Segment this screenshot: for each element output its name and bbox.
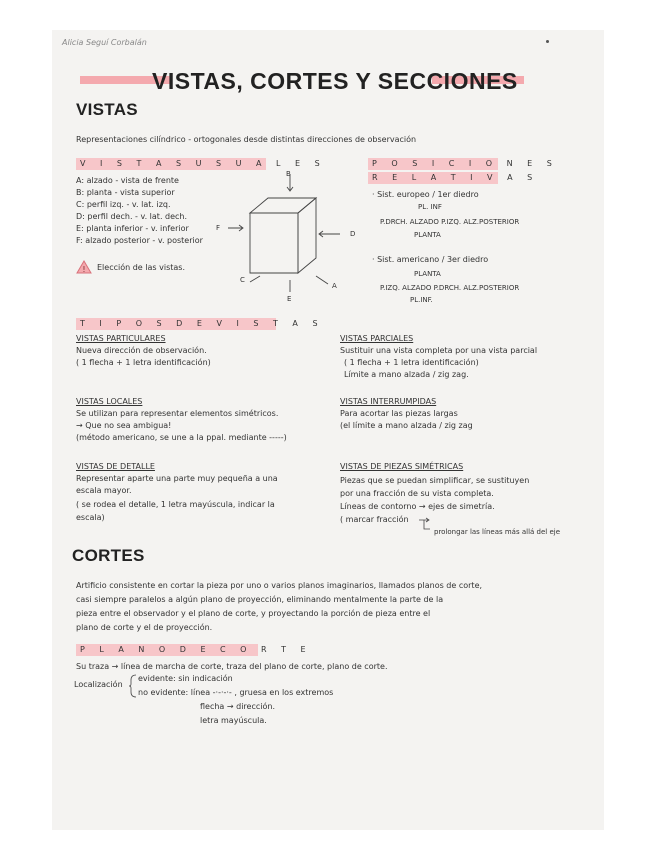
cube-label-b: B (286, 170, 291, 178)
detalle-line: ( se rodea el detalle, 1 letra mayúscula, indicar la (76, 500, 275, 509)
cube-label-f: F (216, 224, 221, 232)
author-name: Alicia Seguí Corbalán (62, 38, 147, 47)
notebook-page (52, 30, 604, 830)
europeo-line2: P.DRCH. ALZADO P.IZQ. ALZ.POSTERIOR (380, 218, 520, 226)
parciales-line: Límite a mano alzada / zig zag. (344, 370, 469, 379)
americano-line2: P.IZQ. ALZADO P.DRCH. ALZ.POSTERIOR (380, 284, 520, 292)
page-mark (546, 40, 549, 43)
no-evidente-item: no evidente: línea -·-·-·- , gruesa en los extremos (138, 688, 334, 697)
locales-line: (método americano, se une a la ppal. mediante -----) (76, 433, 287, 442)
cube-label-e: E (287, 295, 292, 303)
interrumpidas-line: (el límite a mano alzada / zig zag (340, 421, 473, 430)
europeo-label: · Sist. europeo / 1er diedro (372, 190, 479, 199)
vistas-definition: Representaciones cilíndrico - ortogonales desde distintas direcciones de observación (76, 135, 417, 144)
parciales-title: VISTAS PARCIALES (340, 334, 414, 343)
simetricas-line: ( marcar fracción (340, 515, 409, 524)
letra-item: letra mayúscula. (200, 716, 267, 725)
vistas-heading: VISTAS (76, 100, 138, 119)
simetricas-line: por una fracción de su vista completa. (340, 489, 494, 498)
simetricas-line: Piezas que se puedan simplificar, se sustituyen (340, 476, 530, 485)
cube-top-face (250, 198, 316, 213)
cube-label-c: C (240, 276, 245, 284)
simetricas-line: Líneas de contorno → ejes de simetría. (340, 502, 495, 511)
evidente-item: evidente: sin indicación (138, 674, 233, 683)
plano-traza: Su traza → línea de marcha de corte, traza del plano de corte, plano de corte. (76, 662, 388, 671)
detalle-title: VISTAS DE DETALLE (76, 462, 155, 471)
locales-line: → Que no sea ambigua! (76, 421, 172, 430)
cortes-paragraph: pieza entre el observador y el plano de corte, y proyectando la porción de pieza entre el (76, 609, 431, 618)
plano-heading: P L A N O D E C O R T E (80, 645, 312, 654)
usuales-item: E: planta inferior - v. inferior (76, 224, 189, 233)
interrumpidas-title: VISTAS INTERRUMPIDAS (340, 397, 437, 406)
cube-diagram (228, 168, 358, 298)
americano-label: · Sist. americano / 3er diedro (372, 255, 489, 264)
americano-line3: PL.INF. (410, 296, 433, 304)
usuales-item: C: perfil izq. - v. lat. izq. (76, 200, 171, 209)
svg-text:!: ! (82, 265, 86, 274)
cube-side-face (298, 198, 316, 273)
cortes-paragraph: plano de corte y el de proyección. (76, 623, 213, 632)
warning-icon (76, 260, 92, 274)
cortes-paragraph: Artificio consistente en cortar la pieza por uno o varios planos imaginarios, llamados planos de corte, (76, 581, 483, 590)
europeo-line1: PL. INF (418, 203, 442, 211)
cube-label-a: A (332, 282, 337, 290)
detalle-line: Representar aparte una parte muy pequeña a una (76, 474, 278, 483)
brace-icon (128, 674, 138, 698)
cube-front-face (250, 213, 298, 273)
particulares-line: ( 1 flecha + 1 letra identificación) (76, 358, 211, 367)
usuales-item: A: alzado - vista de frente (76, 176, 179, 185)
particulares-title: VISTAS PARTICULARES (76, 334, 166, 343)
parciales-line: Sustituir una vista completa por una vista parcial (340, 346, 538, 355)
locales-title: VISTAS LOCALES (76, 397, 143, 406)
usuales-item: D: perfil dech. - v. lat. dech. (76, 212, 188, 221)
europeo-line3: PLANTA (414, 231, 441, 239)
usuales-item: F: alzado posterior - v. posterior (76, 236, 203, 245)
arrow-a (316, 276, 328, 284)
localizacion-label: Localización (74, 680, 123, 689)
locales-line: Se utilizan para representar elementos simétricos. (76, 409, 279, 418)
particulares-line: Nueva dirección de observación. (76, 346, 207, 355)
posiciones-heading-1: P O S I C I O N E S (372, 159, 558, 168)
detalle-line: escala mayor. (76, 486, 132, 495)
warning-text: Elección de las vistas. (97, 263, 185, 272)
interrumpidas-line: Para acortar las piezas largas (340, 409, 458, 418)
detalle-line: escala) (76, 513, 105, 522)
parciales-line: ( 1 flecha + 1 letra identificación) (344, 358, 479, 367)
cortes-heading: CORTES (72, 546, 145, 565)
usuales-heading: V I S T A S U S U A L E S (80, 159, 326, 168)
page-title: VISTAS, CORTES Y SECCIONES (152, 68, 518, 94)
posiciones-heading-2: R E L A T I V A S (372, 173, 539, 182)
simetricas-title: VISTAS DE PIEZAS SIMÉTRICAS (340, 462, 464, 471)
cube-label-d: D (350, 230, 356, 238)
usuales-item: B: planta - vista superior (76, 188, 175, 197)
arrow-c (250, 276, 260, 282)
simetricas-line: prolongar las líneas más allá del eje (434, 528, 561, 536)
flecha-item: flecha → dirección. (200, 702, 275, 711)
cortes-paragraph: casi siempre paralelos a algún plano de proyección, eliminando mentalmente la parte de la (76, 595, 444, 604)
tipos-heading: T I P O S D E V I S T A S (80, 319, 324, 328)
americano-line1: PLANTA (414, 270, 441, 278)
